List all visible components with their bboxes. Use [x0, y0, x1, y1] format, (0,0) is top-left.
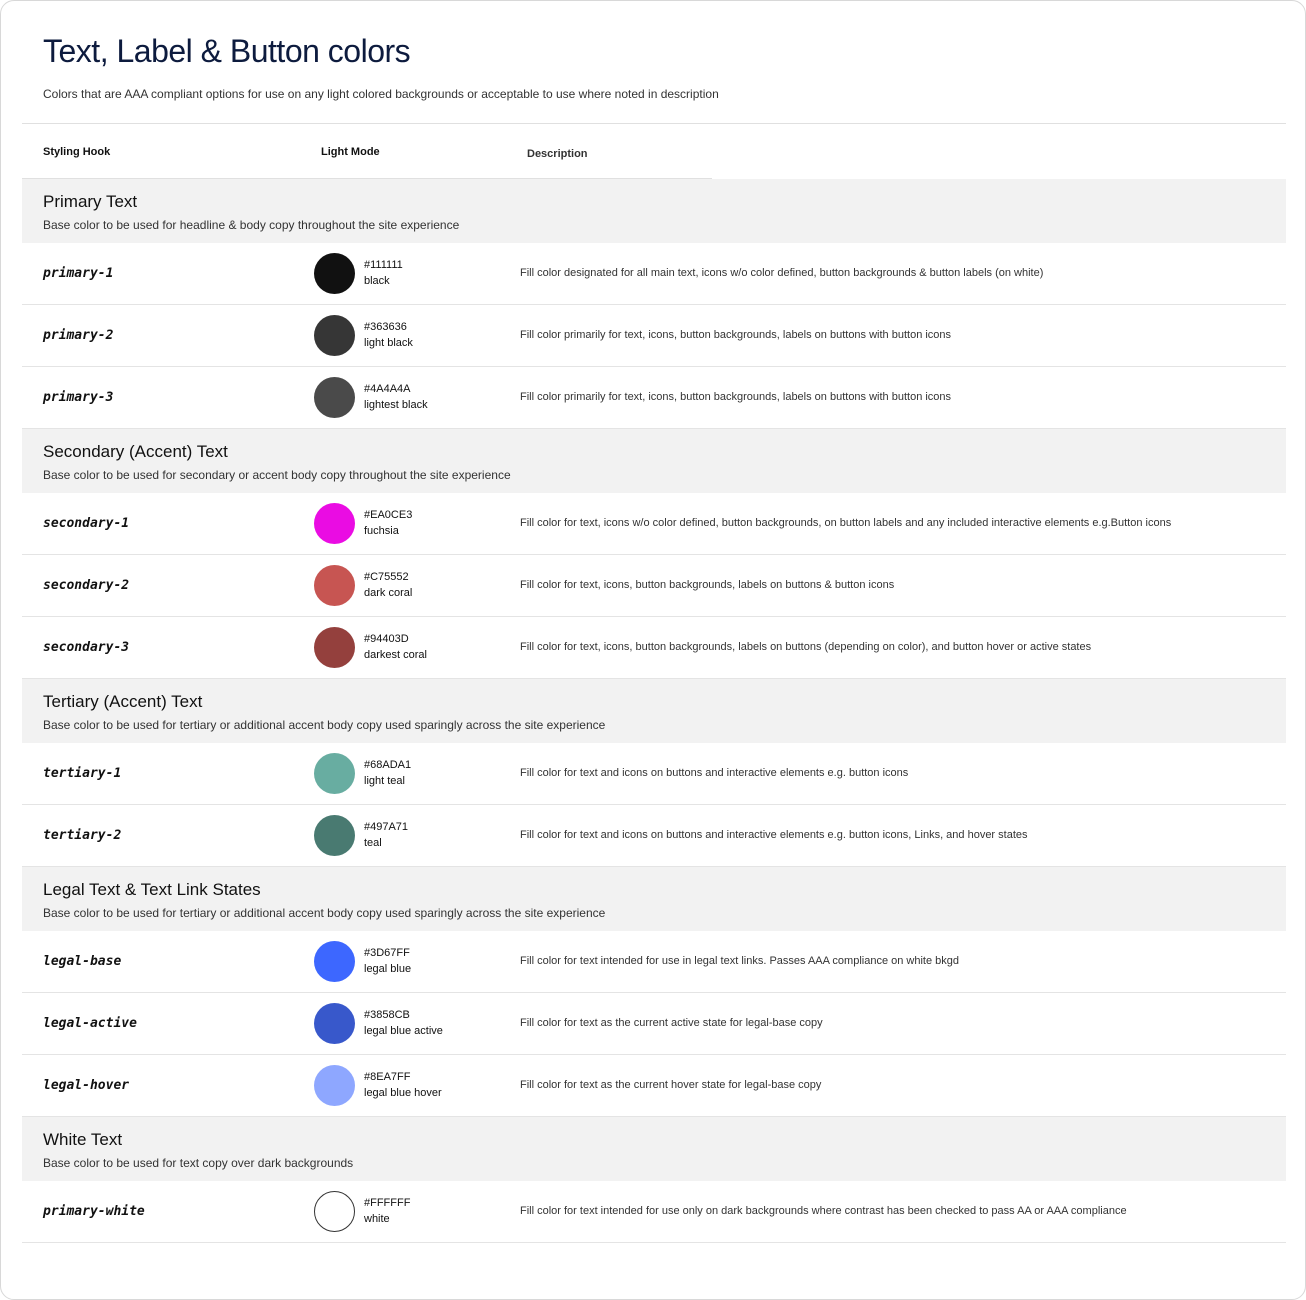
table-row — [22, 1181, 1286, 1243]
column-header-description: Description — [527, 148, 588, 160]
color-table — [22, 123, 1286, 1243]
table-row — [22, 617, 1286, 679]
page-subtitle: Colors that are AAA compliant options for use on any light colored backgrounds or acceptable to use where noted in description — [43, 87, 719, 101]
row-description: Fill color primarily for text, icons, button backgrounds, labels on buttons with button icons — [520, 391, 952, 403]
section-title: Secondary (Accent) Text — [43, 442, 228, 461]
color-name: light teal — [364, 775, 405, 787]
table-row — [22, 367, 1286, 429]
column-header-styling-hook: Styling Hook — [43, 146, 111, 158]
section-title: White Text — [43, 1130, 123, 1149]
color-name: legal blue hover — [364, 1087, 442, 1099]
row-description: Fill color for text, icons, button backgrounds, labels on buttons & button icons — [520, 579, 895, 591]
table-row — [22, 555, 1286, 617]
section-header — [22, 867, 1286, 931]
table-header — [22, 123, 1286, 179]
color-name: white — [364, 1213, 390, 1225]
hex-value: #68ADA1 — [364, 759, 412, 771]
section-title: Tertiary (Accent) Text — [43, 692, 203, 711]
section-title: Primary Text — [43, 192, 138, 211]
styling-hook-name: tertiary-1 — [43, 766, 122, 781]
color-name: dark coral — [364, 587, 413, 599]
section-description: Base color to be used for tertiary or additional accent body copy used sparingly across the site experience — [43, 906, 606, 920]
color-name: legal blue — [364, 963, 412, 975]
color-name: darkest coral — [364, 649, 427, 661]
styling-hook-name: primary-2 — [43, 328, 114, 343]
styling-hook-name: legal-hover — [43, 1078, 130, 1093]
section-title: Legal Text & Text Link States — [43, 880, 261, 899]
color-swatch — [314, 815, 355, 856]
color-swatch — [314, 503, 355, 544]
styling-hook-name: tertiary-2 — [43, 828, 122, 843]
styling-hook-name: primary-1 — [43, 266, 114, 281]
row-description: Fill color for text and icons on buttons and interactive elements e.g. button icons — [520, 767, 909, 779]
hex-value: #4A4A4A — [364, 383, 411, 395]
color-name: teal — [364, 837, 382, 849]
column-header-light-mode: Light Mode — [321, 146, 380, 158]
section-header — [22, 179, 1286, 243]
table-body — [22, 179, 1286, 1243]
color-swatch — [314, 315, 355, 356]
styling-hook-name: secondary-2 — [43, 578, 130, 593]
section-description: Base color to be used for secondary or accent body copy throughout the site experience — [43, 468, 511, 482]
table-row — [22, 305, 1286, 367]
hex-value: #3858CB — [364, 1009, 410, 1021]
hex-value: #3D67FF — [364, 947, 410, 959]
row-description: Fill color for text and icons on buttons and interactive elements e.g. button icons, Links, and hover states — [520, 829, 1028, 841]
color-swatch — [314, 377, 355, 418]
styling-hook-name: legal-active — [43, 1016, 137, 1031]
row-description: Fill color for text as the current hover state for legal-base copy — [520, 1079, 822, 1091]
row-description: Fill color for text intended for use only on dark backgrounds where contrast has been checked to pass AA or AAA compliance — [520, 1205, 1127, 1217]
row-description: Fill color for text, icons w/o color defined, button backgrounds, on button labels and any included interactive elements e.g.Button icons — [520, 517, 1172, 529]
row-description: Fill color for text intended for use in legal text links. Passes AAA compliance on white bkgd — [520, 955, 960, 967]
table-row — [22, 243, 1286, 305]
color-name: lightest black — [364, 399, 428, 411]
styling-hook-name: primary-3 — [43, 390, 114, 405]
hex-value: #497A71 — [364, 821, 409, 833]
table-row — [22, 805, 1286, 867]
color-swatch — [314, 253, 355, 294]
hex-value: #8EA7FF — [364, 1071, 411, 1083]
table-row — [22, 743, 1286, 805]
color-name: light black — [364, 337, 413, 349]
section-description: Base color to be used for text copy over dark backgrounds — [43, 1156, 354, 1170]
section-header — [22, 429, 1286, 493]
hex-value: #363636 — [364, 321, 407, 333]
section-description: Base color to be used for tertiary or additional accent body copy used sparingly across the site experience — [43, 718, 606, 732]
row-description: Fill color primarily for text, icons, button backgrounds, labels on buttons with button icons — [520, 329, 952, 341]
color-swatch — [314, 1003, 355, 1044]
row-description: Fill color for text, icons, button backgrounds, labels on buttons (depending on color), and button hover or active states — [520, 641, 1092, 653]
section-header — [22, 1117, 1286, 1181]
color-swatch — [314, 941, 355, 982]
section-header — [22, 679, 1286, 743]
hex-value: #FFFFFF — [364, 1197, 411, 1209]
hex-value: #111111 — [364, 259, 403, 271]
styling-hook-name: primary-white — [43, 1204, 145, 1219]
styling-hook-name: legal-base — [43, 954, 122, 969]
color-swatch — [314, 565, 355, 606]
table-row — [22, 993, 1286, 1055]
row-description: Fill color for text as the current active state for legal-base copy — [520, 1017, 823, 1029]
color-name: black — [364, 275, 390, 287]
color-name: legal blue active — [364, 1025, 443, 1037]
hex-value: #EA0CE3 — [364, 509, 413, 521]
table-row — [22, 931, 1286, 993]
row-description: Fill color designated for all main text, icons w/o color defined, button backgrounds & button labels (on white) — [520, 267, 1044, 279]
hex-value: #94403D — [364, 633, 409, 645]
table-row — [22, 493, 1286, 555]
styling-hook-name: secondary-3 — [43, 640, 130, 655]
color-swatch — [314, 627, 355, 668]
color-swatch — [314, 1065, 355, 1106]
styling-hook-name: secondary-1 — [43, 516, 130, 531]
color-swatch — [314, 753, 355, 794]
section-description: Base color to be used for headline & body copy throughout the site experience — [43, 218, 460, 232]
color-name: fuchsia — [364, 525, 399, 537]
hex-value: #C75552 — [364, 571, 409, 583]
color-swatch — [314, 1191, 355, 1232]
page-title: Text, Label & Button colors — [43, 33, 411, 69]
table-row — [22, 1055, 1286, 1117]
